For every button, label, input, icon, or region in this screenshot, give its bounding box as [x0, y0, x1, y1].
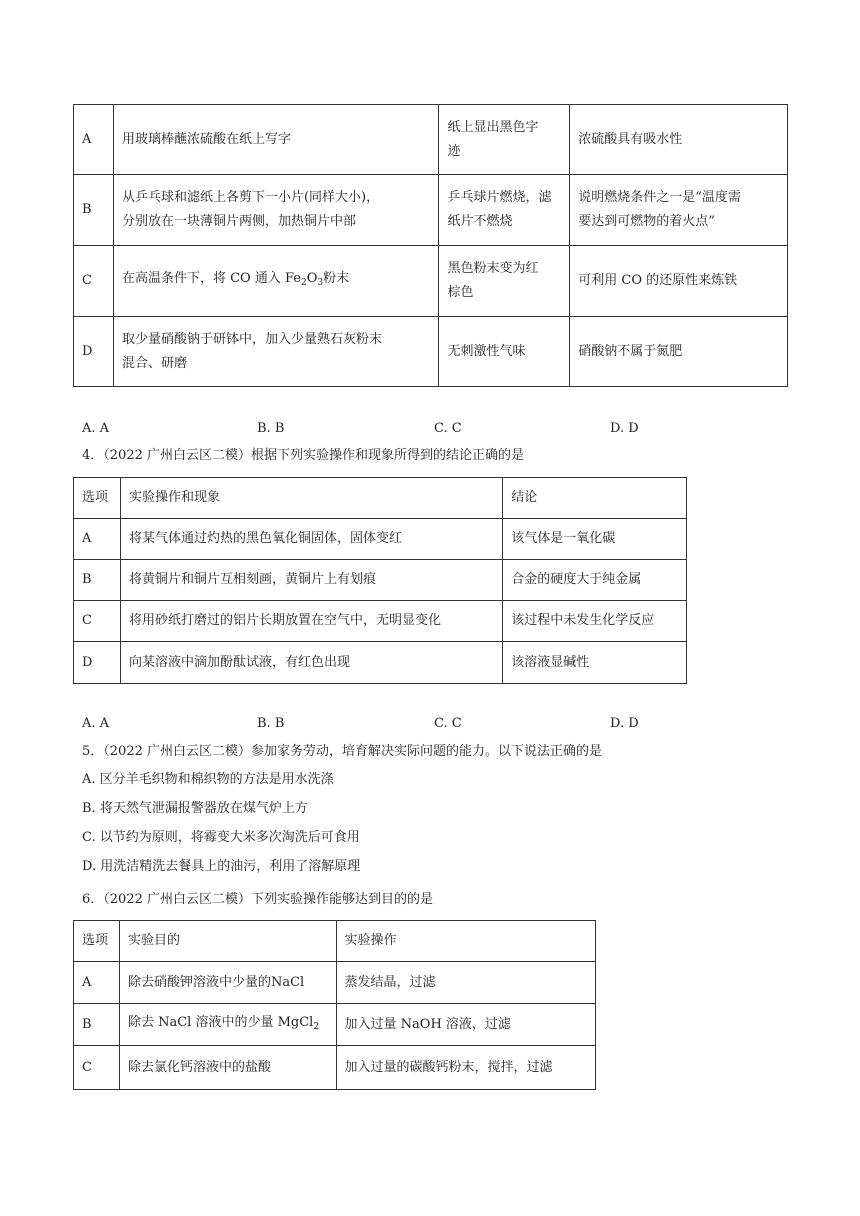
choice-a[interactable]: A. A	[82, 421, 110, 436]
q6-table	[73, 920, 596, 1090]
table-row	[74, 519, 687, 560]
table-row	[74, 601, 687, 642]
option-cell: D	[74, 317, 114, 387]
header-conclusion: 结论	[503, 478, 687, 519]
phenomenon-cell: 纸上显出黑色字 迹	[439, 105, 570, 175]
q5-option-d[interactable]: D. 用洗洁精洗去餐具上的油污，利用了溶解原理	[82, 859, 361, 874]
purpose-cell: 除去氯化钙溶液中的盐酸	[119, 1046, 336, 1090]
q5-stem: 5．（2022 广州白云区二模）参加家务劳动，培育解决实际问题的能力。以下说法正确的是	[82, 744, 602, 759]
conclusion-cell: 该气体是一氧化碳	[503, 519, 687, 560]
operation-cell: 向某溶液中滴加酚酞试液，有红色出现	[120, 642, 502, 684]
q6-stem: 6．（2022 广州白云区二模）下列实验操作能够达到目的的是	[82, 892, 433, 907]
choice-c[interactable]: C. C	[434, 421, 462, 436]
operation-cell: 蒸发结晶，过滤	[336, 962, 595, 1004]
operation-cell: 将某气体通过灼热的黑色氧化铜固体，固体变红	[120, 519, 502, 560]
phenomenon-cell: 无刺激性气味	[439, 317, 570, 387]
conclusion-cell: 可利用 CO 的还原性来炼铁	[570, 246, 788, 317]
table-row	[74, 246, 788, 317]
header-option: 选项	[74, 478, 121, 519]
option-cell: B	[74, 560, 121, 601]
choice-a[interactable]: A. A	[82, 716, 110, 731]
header-option: 选项	[74, 921, 120, 962]
q3-table	[73, 104, 788, 387]
header-operation: 实验操作	[336, 921, 595, 962]
table-row	[74, 1004, 596, 1046]
operation-cell: 加入过量的碳酸钙粉末，搅拌，过滤	[336, 1046, 595, 1090]
operation-cell: 从乒乓球和滤纸上各剪下一小片(同样大小)， 分别放在一块薄铜片两侧，加热铜片中部	[113, 175, 438, 246]
option-cell: A	[74, 519, 121, 560]
option-cell: C	[74, 1046, 120, 1090]
phenomenon-cell: 乒乓球片燃烧，滤 纸片不燃烧	[439, 175, 570, 246]
table-header	[74, 921, 596, 962]
operation-cell: 将用砂纸打磨过的铝片长期放置在空气中，无明显变化	[120, 601, 502, 642]
conclusion-cell: 该溶液显碱性	[503, 642, 687, 684]
table-row	[74, 105, 788, 175]
header-purpose: 实验目的	[119, 921, 336, 962]
operation-cell: 取少量硝酸钠于研钵中，加入少量熟石灰粉末 混合、研磨	[113, 317, 438, 387]
purpose-cell: 除去硝酸钾溶液中少量的NaCl	[119, 962, 336, 1004]
option-cell: A	[74, 962, 120, 1004]
option-cell: D	[74, 642, 121, 684]
option-cell: C	[74, 246, 114, 317]
operation-cell: 在高温条件下，将 CO 通入 $Fe_2O_3$粉末	[113, 246, 438, 317]
table-row	[74, 560, 687, 601]
choice-b[interactable]: B. B	[257, 421, 285, 436]
choice-b[interactable]: B. B	[257, 716, 285, 731]
q4-table	[73, 477, 687, 684]
operation-cell: 加入过量 NaOH 溶液，过滤	[336, 1004, 595, 1046]
q4-stem: 4．（2022 广州白云区二模）根据下列实验操作和现象所得到的结论正确的是	[82, 448, 524, 463]
q5-option-b[interactable]: B. 将天然气泄漏报警器放在煤气炉上方	[82, 801, 308, 816]
conclusion-cell: 浓硫酸具有吸水性	[570, 105, 788, 175]
table-row	[74, 642, 687, 684]
table-row	[74, 1046, 596, 1090]
conclusion-cell: 硝酸钠不属于氮肥	[570, 317, 788, 387]
conclusion-cell: 说明燃烧条件之一是“温度需 要达到可燃物的着火点”	[570, 175, 788, 246]
option-cell: A	[74, 105, 114, 175]
table-row	[74, 175, 788, 246]
q5-option-c[interactable]: C. 以节约为原则，将霉变大米多次淘洗后可食用	[82, 830, 360, 845]
option-cell: B	[74, 175, 114, 246]
conclusion-cell: 该过程中未发生化学反应	[503, 601, 687, 642]
header-operation: 实验操作和现象	[120, 478, 502, 519]
table-row	[74, 962, 596, 1004]
operation-cell: 用玻璃棒蘸浓硫酸在纸上写字	[113, 105, 438, 175]
table-header	[74, 478, 687, 519]
option-cell: C	[74, 601, 121, 642]
q5-option-a[interactable]: A. 区分羊毛织物和棉织物的方法是用水洗涤	[82, 772, 334, 787]
table-row	[74, 317, 788, 387]
option-cell: B	[74, 1004, 120, 1046]
conclusion-cell: 合金的硬度大于纯金属	[503, 560, 687, 601]
purpose-cell: 除去 NaCl 溶液中的少量 MgCl$_2$	[119, 1004, 336, 1046]
choice-c[interactable]: C. C	[434, 716, 462, 731]
phenomenon-cell: 黑色粉末变为红 棕色	[439, 246, 570, 317]
choice-d[interactable]: D. D	[610, 716, 639, 731]
operation-cell: 将黄铜片和铜片互相刻画，黄铜片上有划痕	[120, 560, 502, 601]
choice-d[interactable]: D. D	[610, 421, 639, 436]
